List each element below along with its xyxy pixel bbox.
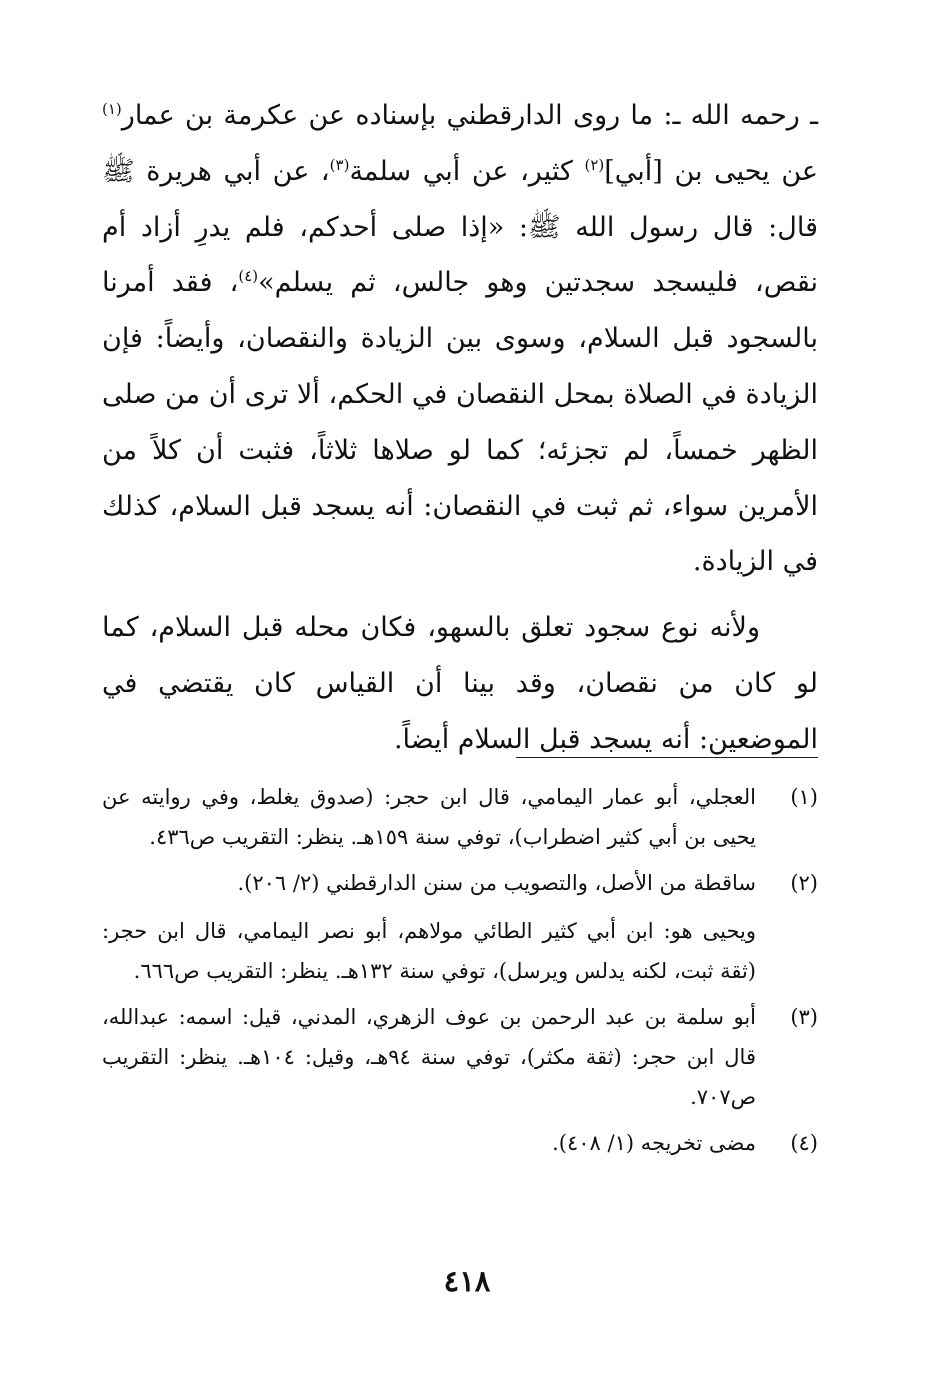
paragraph-1-part-4: ، عن أبي هريرة ﷺ قال: قال رسول الله ﷺ: «إذا صلى أحدكم، فلم يدرِ أزاد أم نقص، فليسجد سجدتين وهو جالس، ثم يسلم» bbox=[102, 155, 818, 299]
footnote-body bbox=[102, 863, 756, 991]
footnote-number: (٤) bbox=[790, 1131, 818, 1155]
footnote-ref-2: (٢) bbox=[584, 155, 605, 174]
paragraph-1-part-1: ـ رحمه الله ـ: ما روى الدارقطني بإسناده عن عكرمة بن عمار bbox=[121, 100, 818, 131]
footnote-ref-4: (٤) bbox=[238, 267, 259, 286]
main-text bbox=[102, 88, 818, 768]
footnote-text: العجلي، أبو عمار اليمامي، قال ابن حجر: (صدوق يغلط، وفي روايته عن يحيى بن أبي كثير اضطراب)، توفي سنة ١٥٩هـ. ينظر: التقريب ص٤٣٦. bbox=[102, 785, 756, 849]
footnote-3 bbox=[102, 997, 818, 1117]
footnote-body bbox=[102, 1123, 756, 1163]
footnote-ref-3: (٣) bbox=[329, 155, 350, 174]
footnote-number: (٢) bbox=[790, 871, 818, 895]
footnote-4 bbox=[102, 1123, 818, 1163]
footnote-text: أبو سلمة بن عبد الرحمن بن عوف الزهري، المدني، قيل: اسمه: عبدالله، قال ابن حجر: (ثقة مكثر)، توفي سنة ٩٤هـ، وقيل: ١٠٤هـ. ينظر: التقريب ص٧٠٧. bbox=[102, 1005, 756, 1109]
footnote-number: (١) bbox=[790, 785, 818, 809]
footnote-separator bbox=[516, 757, 818, 758]
footnote-number: (٣) bbox=[790, 1005, 818, 1029]
footnotes bbox=[102, 777, 818, 1169]
paragraph-1-part-3: كثير، عن أبي سلمة bbox=[349, 155, 585, 187]
footnote-body bbox=[102, 777, 756, 857]
paragraph-2: ولأنه نوع سجود تعلق بالسهو، فكان محله قبل السلام، كما لو كان من نقصان، وقد بينا أن القياس كان يقتضي في الموضعين: أنه يسجد قبل السلام أيضاً. bbox=[102, 612, 818, 755]
paragraph-1-part-2: عن يحيى بن [أبي] bbox=[604, 155, 818, 187]
paragraph-1-part-5: ، فقد أمرنا بالسجود قبل السلام، وسوى بين الزيادة والنقصان، وأيضاً: فإن الزيادة في الصلاة بمحل النقصان في الحكم، ألا ترى أن من صلى الظهر خمساً، لم تجزئه؛ كما لو صلاها ثلاثاً، فثبت أن كلاً من الأمرين سواء، ثم ثبت في النقصان: أنه يسجد قبل السلام، كذلك في الزيادة. bbox=[102, 267, 818, 578]
paragraph-1 bbox=[102, 88, 818, 590]
footnote-2 bbox=[102, 863, 818, 991]
footnote-1 bbox=[102, 777, 818, 857]
footnote-text: مضى تخريجه (١/ ٤٠٨). bbox=[552, 1131, 756, 1155]
page-number: ٤١٨ bbox=[443, 1264, 491, 1298]
footnote-ref-1: (١) bbox=[102, 100, 122, 118]
footnote-text: ويحيى هو: ابن أبي كثير الطائي مولاهم، أبو نصر اليمامي، قال ابن حجر: (ثقة ثبت، لكنه يدلس ويرسل)، توفي سنة ١٣٢هـ. ينظر: التقريب ص٦٦٦. bbox=[102, 919, 756, 983]
footnote-body bbox=[102, 997, 756, 1117]
footnote-text: ساقطة من الأصل، والتصويب من سنن الدارقطني (٢/ ٢٠٦). bbox=[237, 871, 756, 895]
